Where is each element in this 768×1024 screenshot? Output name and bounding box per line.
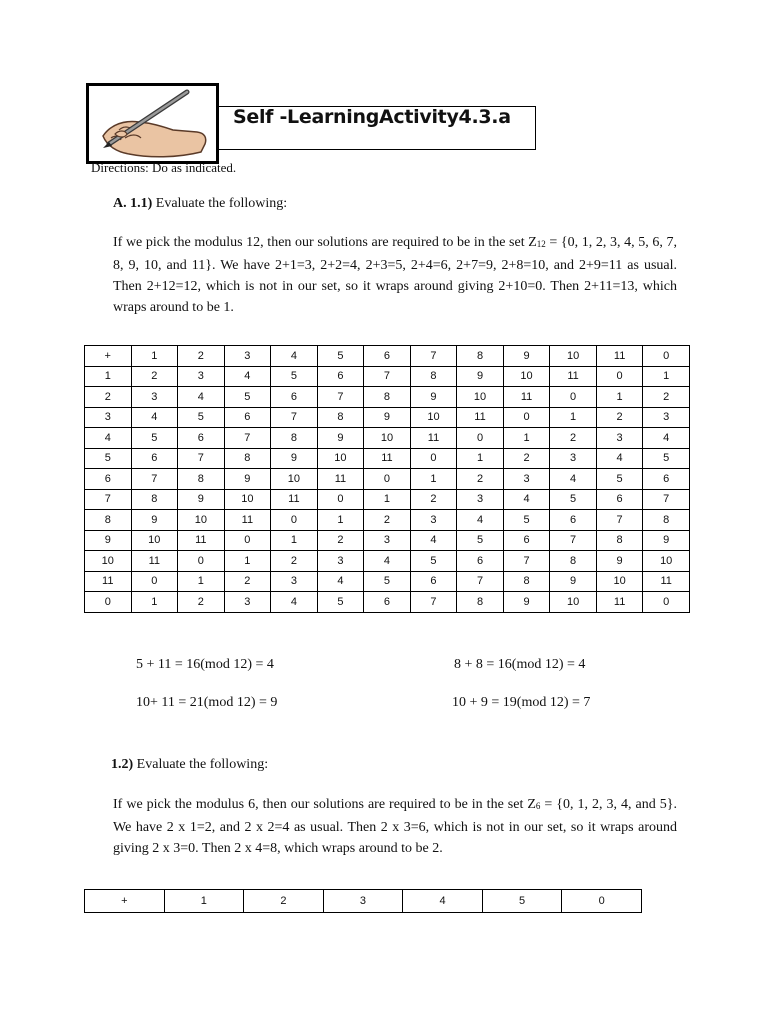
table-cell: 7 bbox=[224, 428, 271, 449]
table-cell: 11 bbox=[131, 551, 178, 572]
table-cell: 10 bbox=[364, 428, 411, 449]
table-cell: 4 bbox=[403, 890, 483, 913]
activity-icon-frame bbox=[86, 83, 219, 164]
table-row bbox=[85, 489, 690, 510]
table-cell: 8 bbox=[457, 346, 504, 367]
table-cell: 11 bbox=[550, 366, 597, 387]
table-cell: 2 bbox=[271, 551, 318, 572]
table-cell: 0 bbox=[410, 448, 457, 469]
table-cell: 6 bbox=[596, 489, 643, 510]
table-cell: 7 bbox=[364, 366, 411, 387]
table-cell: 0 bbox=[596, 366, 643, 387]
section-a-label: A. 1.1) bbox=[113, 196, 153, 211]
table-cell: 7 bbox=[131, 469, 178, 490]
table-cell: 0 bbox=[503, 407, 550, 428]
table-cell: 6 bbox=[364, 346, 411, 367]
table-cell: 5 bbox=[596, 469, 643, 490]
table-cell: 3 bbox=[131, 387, 178, 408]
table-cell: 9 bbox=[643, 530, 690, 551]
table-cell: 8 bbox=[643, 510, 690, 531]
table-cell: 10 bbox=[457, 387, 504, 408]
table-cell: 2 bbox=[317, 530, 364, 551]
table-cell: 5 bbox=[457, 530, 504, 551]
section-b-label: 1.2) bbox=[111, 757, 134, 772]
table-row bbox=[85, 448, 690, 469]
table-cell: 0 bbox=[271, 510, 318, 531]
table-cell: 0 bbox=[131, 571, 178, 592]
table-cell: 5 bbox=[317, 592, 364, 613]
table-cell: 6 bbox=[85, 469, 132, 490]
table-cell: 9 bbox=[457, 366, 504, 387]
table-cell: 2 bbox=[410, 489, 457, 510]
table-cell: 1 bbox=[178, 571, 225, 592]
table-cell: 0 bbox=[224, 530, 271, 551]
table-row bbox=[85, 571, 690, 592]
table-cell: 0 bbox=[643, 346, 690, 367]
table-cell: 2 bbox=[364, 510, 411, 531]
table-cell: 5 bbox=[503, 510, 550, 531]
table-cell: 1 bbox=[164, 890, 244, 913]
table-cell: 5 bbox=[178, 407, 225, 428]
table-cell: 5 bbox=[410, 551, 457, 572]
table-cell: 11 bbox=[364, 448, 411, 469]
table-cell: + bbox=[85, 346, 132, 367]
table-cell: 11 bbox=[643, 571, 690, 592]
table-cell: 5 bbox=[364, 571, 411, 592]
table-cell: 9 bbox=[503, 592, 550, 613]
table-cell: 4 bbox=[457, 510, 504, 531]
section-a-heading-text: Evaluate the following: bbox=[152, 196, 288, 211]
table-cell: 10 bbox=[178, 510, 225, 531]
table-row bbox=[85, 530, 690, 551]
table-cell: 11 bbox=[224, 510, 271, 531]
table-cell: 9 bbox=[131, 510, 178, 531]
table-cell: 7 bbox=[410, 592, 457, 613]
table-row bbox=[85, 366, 690, 387]
table-cell: 10 bbox=[643, 551, 690, 572]
table-header-row bbox=[85, 346, 690, 367]
table-cell: 6 bbox=[131, 448, 178, 469]
equation-1: 5 + 11 = 16(mod 12) = 4 bbox=[136, 657, 274, 672]
table-cell: 6 bbox=[503, 530, 550, 551]
directions-text: Directions: Do as indicated. bbox=[91, 160, 237, 175]
table-row bbox=[85, 387, 690, 408]
table-cell: 0 bbox=[562, 890, 642, 913]
table-cell: 3 bbox=[224, 346, 271, 367]
table-cell: 3 bbox=[457, 489, 504, 510]
page-title: Self -LearningActivity4.3.a bbox=[233, 106, 511, 128]
table-cell: 5 bbox=[85, 448, 132, 469]
table-cell: 7 bbox=[271, 407, 318, 428]
table-cell: 6 bbox=[178, 428, 225, 449]
table-cell: 8 bbox=[271, 428, 318, 449]
section-a-paragraph bbox=[113, 232, 677, 318]
table-cell: 11 bbox=[596, 346, 643, 367]
table-cell: 4 bbox=[317, 571, 364, 592]
table-cell: 9 bbox=[364, 407, 411, 428]
table-cell: 11 bbox=[317, 469, 364, 490]
table-row bbox=[85, 469, 690, 490]
table-cell: 4 bbox=[550, 469, 597, 490]
table-cell: 7 bbox=[503, 551, 550, 572]
table-cell: 9 bbox=[224, 469, 271, 490]
table-cell: 7 bbox=[410, 346, 457, 367]
table-cell: 3 bbox=[85, 407, 132, 428]
table-row bbox=[85, 551, 690, 572]
table-cell: 10 bbox=[317, 448, 364, 469]
table-cell: 6 bbox=[457, 551, 504, 572]
table-cell: 11 bbox=[178, 530, 225, 551]
table-cell: 4 bbox=[643, 428, 690, 449]
table-cell: 0 bbox=[85, 592, 132, 613]
equation-2: 8 + 8 = 16(mod 12) = 4 bbox=[454, 657, 586, 672]
table-cell: 0 bbox=[178, 551, 225, 572]
table-cell: 6 bbox=[317, 366, 364, 387]
section-b-heading bbox=[111, 757, 268, 773]
table-cell: 5 bbox=[482, 890, 562, 913]
table-cell: 0 bbox=[317, 489, 364, 510]
table-cell: 11 bbox=[271, 489, 318, 510]
table-cell: 4 bbox=[178, 387, 225, 408]
table-cell: 3 bbox=[364, 530, 411, 551]
table-cell: 10 bbox=[271, 469, 318, 490]
table-cell: 9 bbox=[596, 551, 643, 572]
table-row bbox=[85, 592, 690, 613]
table-cell: 1 bbox=[643, 366, 690, 387]
table-cell: 10 bbox=[131, 530, 178, 551]
table-cell: 9 bbox=[317, 428, 364, 449]
table-cell: 8 bbox=[596, 530, 643, 551]
table-cell: 5 bbox=[550, 489, 597, 510]
table-cell: 9 bbox=[410, 387, 457, 408]
table-cell: 8 bbox=[410, 366, 457, 387]
section-b-paragraph bbox=[113, 794, 677, 859]
table-cell: 10 bbox=[85, 551, 132, 572]
table-cell: 4 bbox=[503, 489, 550, 510]
table-cell: 5 bbox=[317, 346, 364, 367]
table-cell: 1 bbox=[596, 387, 643, 408]
table-cell: 3 bbox=[323, 890, 403, 913]
section-b-para-lead: If we pick the modulus 6, then our solutions are required to be in the set Z bbox=[113, 797, 536, 812]
table-cell: 8 bbox=[317, 407, 364, 428]
table-cell: 5 bbox=[643, 448, 690, 469]
table-cell: 10 bbox=[550, 346, 597, 367]
table-cell: 8 bbox=[503, 571, 550, 592]
table-cell: 2 bbox=[131, 366, 178, 387]
table-cell: 11 bbox=[457, 407, 504, 428]
table-cell: 7 bbox=[550, 530, 597, 551]
table-cell: 7 bbox=[85, 489, 132, 510]
table-cell: 8 bbox=[550, 551, 597, 572]
table-cell: 4 bbox=[410, 530, 457, 551]
table-cell: 3 bbox=[550, 448, 597, 469]
section-b-para-rest: = {0, 1, 2, 3, 4, and 5}. We have 2 x 1=2, and 2 x 2=4 as usual. Then 2 x 3=6, which is not in our set, so it wraps around giving 2 x 3=0. Then 2 x 4=8, which wraps around to be 2. bbox=[113, 797, 677, 856]
section-b-para-sub: 6 bbox=[535, 801, 541, 811]
table-cell: 11 bbox=[410, 428, 457, 449]
table-cell: 9 bbox=[503, 346, 550, 367]
table-cell: 6 bbox=[550, 510, 597, 531]
table-cell: 5 bbox=[131, 428, 178, 449]
table-cell: 4 bbox=[271, 346, 318, 367]
table-cell: 3 bbox=[410, 510, 457, 531]
table-cell: 6 bbox=[224, 407, 271, 428]
table-cell: 8 bbox=[85, 510, 132, 531]
table-cell: 10 bbox=[410, 407, 457, 428]
table-cell: 1 bbox=[503, 428, 550, 449]
table-cell: 1 bbox=[271, 530, 318, 551]
table-cell: 1 bbox=[457, 448, 504, 469]
table-row bbox=[85, 510, 690, 531]
table-cell: 11 bbox=[85, 571, 132, 592]
equation-3: 10+ 11 = 21(mod 12) = 9 bbox=[136, 695, 278, 710]
table-cell: 7 bbox=[643, 489, 690, 510]
table-cell: 9 bbox=[85, 530, 132, 551]
table-cell: 4 bbox=[596, 448, 643, 469]
table-cell: 4 bbox=[131, 407, 178, 428]
table-cell: 1 bbox=[131, 346, 178, 367]
table-cell: 2 bbox=[178, 346, 225, 367]
hand-writing-with-pencil-icon bbox=[89, 86, 216, 161]
table-cell: 8 bbox=[131, 489, 178, 510]
table-row bbox=[85, 428, 690, 449]
table-cell: 2 bbox=[244, 890, 324, 913]
table-cell: 0 bbox=[550, 387, 597, 408]
table-cell: 3 bbox=[178, 366, 225, 387]
table-cell: 11 bbox=[503, 387, 550, 408]
table-cell: 0 bbox=[364, 469, 411, 490]
table-row bbox=[85, 407, 690, 428]
section-a-para-rest: = {0, 1, 2, 3, 4, 5, 6, 7, 8, 9, 10, and 11}. We have 2+1=3, 2+2=4, 2+3=5, 2+4=6, 2+7=9, 2+8=10, and 2+9=11 as usual. Then 2+12=12, which is not in our set, so it wraps around giving 2+10=0. Then 2+11=13, which wraps around to be 1. bbox=[113, 235, 677, 315]
table-cell: 5 bbox=[271, 366, 318, 387]
table-cell: 2 bbox=[457, 469, 504, 490]
table-cell: 7 bbox=[178, 448, 225, 469]
table-cell: 1 bbox=[410, 469, 457, 490]
mod12-addition-table bbox=[84, 345, 690, 613]
table-cell: 10 bbox=[596, 571, 643, 592]
table-cell: + bbox=[85, 890, 165, 913]
table-cell: 9 bbox=[178, 489, 225, 510]
table-cell: 8 bbox=[224, 448, 271, 469]
section-a-heading bbox=[113, 196, 287, 212]
table-cell: 9 bbox=[271, 448, 318, 469]
table-cell: 4 bbox=[364, 551, 411, 572]
table-cell: 2 bbox=[643, 387, 690, 408]
table-cell: 2 bbox=[178, 592, 225, 613]
table-cell: 3 bbox=[503, 469, 550, 490]
table-cell: 1 bbox=[224, 551, 271, 572]
table-cell: 6 bbox=[643, 469, 690, 490]
table-cell: 7 bbox=[596, 510, 643, 531]
section-a-para-lead: If we pick the modulus 12, then our solutions are required to be in the set Z bbox=[113, 235, 537, 250]
table-cell: 6 bbox=[364, 592, 411, 613]
table-cell: 10 bbox=[224, 489, 271, 510]
table-cell: 11 bbox=[596, 592, 643, 613]
table-cell: 1 bbox=[550, 407, 597, 428]
table-cell: 0 bbox=[643, 592, 690, 613]
table-cell: 2 bbox=[596, 407, 643, 428]
table-cell: 7 bbox=[457, 571, 504, 592]
table-cell: 1 bbox=[364, 489, 411, 510]
table-cell: 3 bbox=[596, 428, 643, 449]
table-cell: 4 bbox=[85, 428, 132, 449]
table-header-row bbox=[85, 890, 642, 913]
table-cell: 3 bbox=[224, 592, 271, 613]
table-cell: 8 bbox=[457, 592, 504, 613]
table-cell: 8 bbox=[178, 469, 225, 490]
table-cell: 2 bbox=[224, 571, 271, 592]
section-b-heading-text: Evaluate the following: bbox=[133, 757, 269, 772]
table-cell: 3 bbox=[317, 551, 364, 572]
table-cell: 1 bbox=[85, 366, 132, 387]
table-cell: 0 bbox=[457, 428, 504, 449]
table-cell: 3 bbox=[643, 407, 690, 428]
table-cell: 4 bbox=[224, 366, 271, 387]
table-cell: 3 bbox=[271, 571, 318, 592]
table-cell: 6 bbox=[410, 571, 457, 592]
table-cell: 5 bbox=[224, 387, 271, 408]
table-cell: 8 bbox=[364, 387, 411, 408]
table-cell: 2 bbox=[550, 428, 597, 449]
section-a-para-sub: 12 bbox=[536, 239, 546, 249]
table-cell: 1 bbox=[317, 510, 364, 531]
table-cell: 10 bbox=[550, 592, 597, 613]
table-cell: 6 bbox=[271, 387, 318, 408]
table-cell: 2 bbox=[503, 448, 550, 469]
mod6-table bbox=[84, 889, 642, 913]
table-cell: 1 bbox=[131, 592, 178, 613]
table-cell: 10 bbox=[503, 366, 550, 387]
table-cell: 9 bbox=[550, 571, 597, 592]
table-cell: 2 bbox=[85, 387, 132, 408]
table-cell: 7 bbox=[317, 387, 364, 408]
equation-4: 10 + 9 = 19(mod 12) = 7 bbox=[452, 695, 591, 710]
table-cell: 4 bbox=[271, 592, 318, 613]
